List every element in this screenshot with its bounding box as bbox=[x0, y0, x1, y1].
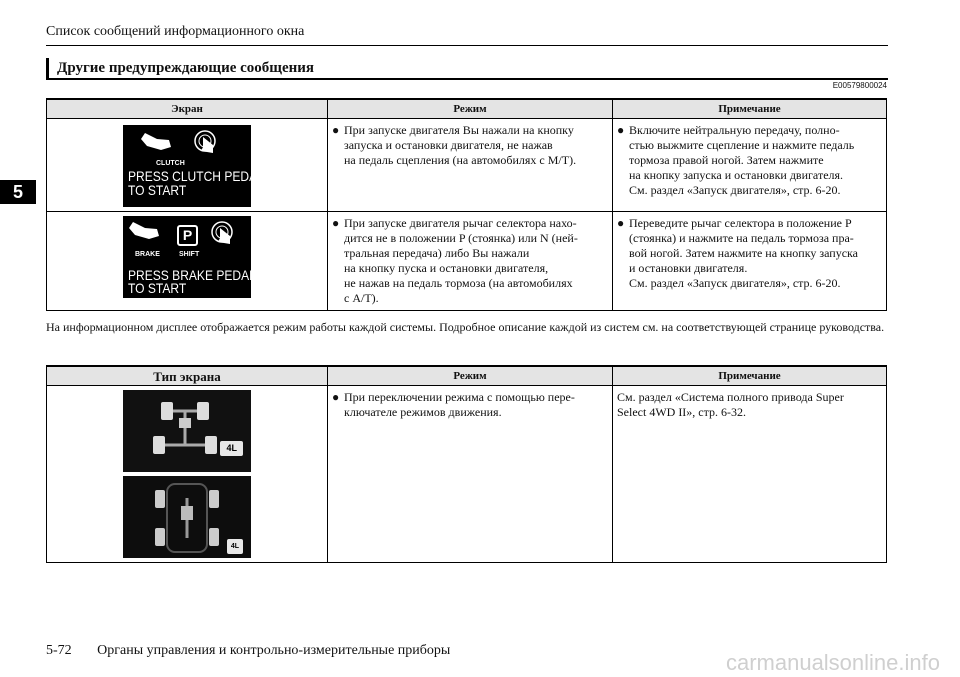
display-line-2: TO START bbox=[128, 280, 187, 296]
table-row bbox=[47, 386, 887, 563]
body-paragraph: На информационном дисплее отображается режим работы каждой системы. Подробное описание каждой из систем см. на соответствующей странице руководства. bbox=[46, 320, 885, 334]
bullet-icon: ● bbox=[332, 216, 340, 230]
note-cell bbox=[613, 119, 887, 212]
drivetrain-icon bbox=[123, 390, 251, 472]
note-text: Переведите рычаг селектора в положение P (стоянка) и нажмите на педаль тормоза пра- вой ногой. Затем нажмите на кнопку запуска и остановки двигателя. См. раздел «Запуск двигателя», стр. 6-20. bbox=[629, 216, 859, 290]
section-title: Другие предупреждающие сообщения bbox=[46, 58, 888, 80]
chapter-tab: 5 bbox=[0, 180, 36, 204]
screen-cell bbox=[47, 119, 328, 212]
screen-cell bbox=[47, 212, 328, 311]
page-number: 5-72 bbox=[46, 643, 72, 658]
bullet-icon: ● bbox=[617, 216, 625, 230]
gear-p-indicator: P bbox=[177, 225, 198, 246]
note-text: См. раздел «Система полного привода Super Select 4WD II», стр. 6-32. bbox=[617, 390, 844, 419]
drive-mode-badge: 4L bbox=[220, 441, 243, 456]
note-text: Включите нейтральную передачу, полно- стью выжмите сцепление и нажмите педаль тормоза правой ногой. Затем нажмите на кнопку запуска и остановки двигателя. См. раздел «Запуск двигателя», стр. 6-20. bbox=[629, 123, 855, 197]
shift-label: SHIFT bbox=[179, 251, 200, 258]
table-header-row bbox=[47, 366, 887, 386]
bullet-icon: ● bbox=[617, 123, 625, 137]
brake-warning-display bbox=[123, 216, 256, 298]
brake-label: BRAKE bbox=[135, 251, 160, 258]
document-code: E00579800024 bbox=[832, 81, 887, 90]
mode-cell bbox=[328, 212, 613, 311]
header-screen-type: Тип экрана bbox=[47, 366, 328, 386]
mode-text: При запуске двигателя рычаг селектора нахо- дится не в положении P (стоянка) или N (ней- тральная передача) либо Вы нажали на кнопку пуска и остановки двигателя, не нажав на педаль тормоза (на автомобилях с A/T). bbox=[344, 216, 578, 305]
warnings-table bbox=[46, 98, 887, 311]
header-screen: Экран bbox=[47, 99, 328, 119]
watermark: carmanualsonline.info bbox=[725, 650, 940, 675]
display-line-2: TO START bbox=[128, 182, 187, 198]
table-header-row bbox=[47, 99, 887, 119]
mode-text: При запуске двигателя Вы нажали на кнопку запуска и остановки двигателя, не нажав на педаль сцепления (на автомобилях с М/Т). bbox=[344, 123, 577, 167]
header-rule bbox=[46, 45, 888, 46]
display-line-1: PRESS CLUTCH PEDAL bbox=[128, 168, 264, 184]
bullet-icon: ● bbox=[332, 123, 340, 137]
table-row bbox=[47, 212, 887, 311]
mode-cell bbox=[328, 386, 613, 563]
screen-cell bbox=[47, 386, 328, 563]
header-mode: Режим bbox=[328, 99, 613, 119]
mode-text: При переключении режима с помощью пере- ключателе режимов движения. bbox=[344, 390, 575, 419]
footer-chapter-title: Органы управления и контрольно-измерительные приборы bbox=[97, 643, 451, 658]
drive-mode-table bbox=[46, 365, 887, 563]
display-line-1: PRESS BRAKE PEDAL bbox=[128, 267, 256, 283]
clutch-label: CLUTCH bbox=[156, 160, 185, 167]
4wd-display-wheels bbox=[123, 390, 251, 472]
clutch-warning-display bbox=[123, 125, 264, 207]
bullet-icon: ● bbox=[332, 390, 340, 404]
page-footer bbox=[46, 643, 450, 659]
note-cell bbox=[613, 386, 887, 563]
mode-cell bbox=[328, 119, 613, 212]
header-mode: Режим bbox=[328, 366, 613, 386]
table-row bbox=[47, 119, 887, 212]
note-cell bbox=[613, 212, 887, 311]
drive-mode-badge: 4L bbox=[227, 539, 243, 554]
4wd-display-chassis bbox=[123, 476, 251, 558]
header-note: Примечание bbox=[613, 99, 887, 119]
header-note: Примечание bbox=[613, 366, 887, 386]
running-title: Список сообщений информационного окна bbox=[46, 24, 305, 39]
